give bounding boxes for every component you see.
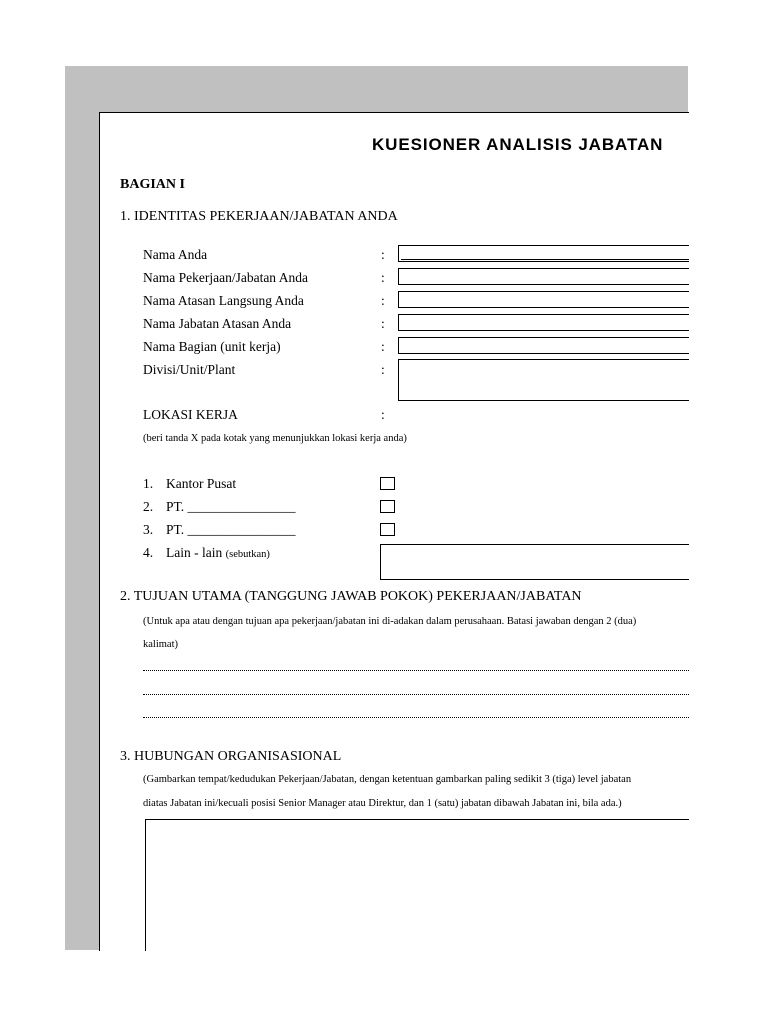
section-2-heading: 2. TUJUAN UTAMA (TANGGUNG JAWAB POKOK) PEKERJAAN/JABATAN — [120, 589, 582, 604]
section-3-note-line-2: diatas Jabatan ini/kecuali posisi Senior Manager atau Direktur, dan 1 (satu) jabatan dibawah Jabatan ini, bila ada.) — [143, 798, 622, 809]
field-label-atasan: Nama Atasan Langsung Anda — [143, 293, 304, 308]
field-colon: : — [381, 293, 385, 308]
bagian-field[interactable] — [398, 337, 689, 354]
pt-2-checkbox[interactable] — [380, 523, 395, 536]
option-label-kantor-pusat: Kantor Pusat — [166, 476, 237, 491]
part-heading: BAGIAN I — [120, 177, 185, 192]
answer-line-3[interactable] — [143, 707, 689, 718]
option-label-lain-lain — [166, 545, 270, 561]
nama-field[interactable] — [398, 245, 689, 262]
field-label-nama: Nama Anda — [143, 247, 208, 262]
option-number: 3. — [143, 522, 154, 537]
option-label-pt-2: PT. ________________ — [166, 522, 296, 537]
org-chart-box[interactable] — [145, 819, 689, 951]
jabatan-atasan-field[interactable] — [398, 314, 689, 331]
lokasi-colon: : — [381, 407, 385, 422]
pt-1-checkbox[interactable] — [380, 500, 395, 513]
field-colon: : — [381, 270, 385, 285]
field-colon: : — [381, 339, 385, 354]
option-number: 1. — [143, 476, 154, 491]
section-2-note-line-2: kalimat) — [143, 639, 178, 650]
pekerjaan-field[interactable] — [398, 268, 689, 285]
option-label-pt-1: PT. ________________ — [166, 499, 296, 514]
atasan-field[interactable] — [398, 291, 689, 308]
field-label-pekerjaan: Nama Pekerjaan/Jabatan Anda — [143, 270, 308, 285]
divisi-field[interactable] — [398, 359, 689, 401]
field-colon: : — [381, 362, 385, 377]
option-number: 4. — [143, 545, 154, 560]
answer-line-1[interactable] — [143, 660, 689, 671]
field-colon: : — [381, 247, 385, 262]
answer-line-2[interactable] — [143, 684, 689, 695]
section-1-heading: 1. IDENTITAS PEKERJAAN/JABATAN ANDA — [120, 209, 398, 224]
section-2-note-line-1: (Untuk apa atau dengan tujuan apa pekerjaan/jabatan ini di-adakan dalam perusahaan. Batasi jawaban dengan 2 (dua) — [143, 616, 637, 627]
document-page — [99, 112, 689, 951]
lain-lain-field[interactable] — [380, 544, 689, 580]
kantor-pusat-checkbox[interactable] — [380, 477, 395, 490]
section-3-note-line-1: (Gambarkan tempat/kedudukan Pekerjaan/Jabatan, dengan ketentuan gambarkan paling sedikit 3 (tiga) level jabatan — [143, 774, 632, 785]
lokasi-label: LOKASI KERJA — [143, 407, 238, 422]
lokasi-note: (beri tanda X pada kotak yang menunjukkan lokasi kerja anda) — [143, 433, 407, 444]
field-underline — [401, 259, 689, 260]
sebutkan-hint: (sebutkan) — [225, 549, 270, 560]
field-label-bagian: Nama Bagian (unit kerja) — [143, 339, 281, 354]
option-number: 2. — [143, 499, 154, 514]
lain-lain-text: Lain - lain — [166, 545, 223, 560]
field-label-divisi: Divisi/Unit/Plant — [143, 362, 236, 377]
document-title: KUESIONER ANALISIS JABATAN — [372, 135, 664, 154]
section-3-heading: 3. HUBUNGAN ORGANISASIONAL — [120, 749, 342, 764]
field-label-jabatan-atasan: Nama Jabatan Atasan Anda — [143, 316, 292, 331]
field-colon: : — [381, 316, 385, 331]
